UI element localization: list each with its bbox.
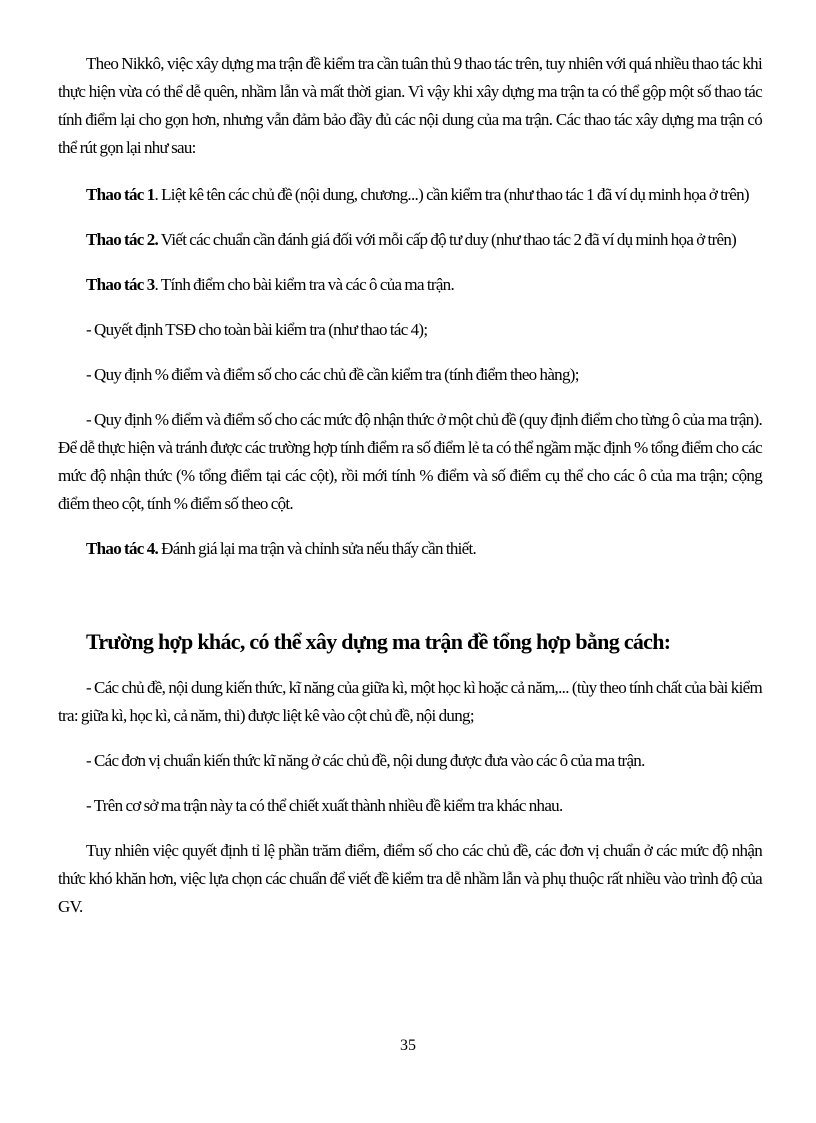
step-3-paragraph	[58, 271, 762, 299]
document-page	[58, 50, 762, 921]
step-1-paragraph	[58, 181, 762, 209]
step-3-item: - Quy định % điểm và điểm số cho các mức độ nhận thức ở một chủ đề (quy định điểm cho từng ô của ma trận). Để dễ thực hiện và tránh được các trường hợp tính điểm ra số điểm lẻ ta có thể ngầm mặc định % tổng điểm cho các mức độ nhận thức (% tổng điểm tại các cột), rồi mới tính % điểm và số điểm cụ thể cho các ô của ma trận; cộng điểm theo cột, tính % điểm số theo cột.	[58, 410, 762, 513]
step-3-item: - Quyết định TSĐ cho toàn bài kiểm tra (như thao tác 4);	[86, 320, 428, 339]
closing-paragraph: Tuy nhiên việc quyết định tỉ lệ phần trăm điểm, điểm số cho các chủ đề, các đơn vị chuẩn ở các mức độ nhận thức khó khăn hơn, việc lựa chọn các chuẩn để viết đề kiểm tra dễ nhầm lẫn và phụ thuộc rất nhiều vào trình độ của GV.	[58, 841, 762, 916]
step-2-paragraph	[58, 226, 762, 254]
other-item: - Trên cơ sở ma trận này ta có thể chiết xuất thành nhiều đề kiểm tra khác nhau.	[86, 796, 563, 815]
step-4-paragraph	[58, 535, 762, 563]
other-item: - Các đơn vị chuẩn kiến thức kĩ năng ở các chủ đề, nội dung được đưa vào các ô của ma trận.	[86, 751, 645, 770]
intro-paragraph: Theo Nikkô, việc xây dựng ma trận đề kiểm tra cần tuân thủ 9 thao tác trên, tuy nhiên với quá nhiều thao tác khi thực hiện vừa có thể dễ quên, nhầm lẫn và mất thời gian. Vì vậy khi xây dựng ma trận ta có thể gộp một số thao tác tính điểm lại cho gọn hơn, nhưng vẫn đảm bảo đầy đủ các nội dung của ma trận. Các thao tác xây dựng ma trận có thể rút gọn lại như sau:	[58, 54, 762, 157]
page-number: 35	[400, 1037, 416, 1054]
step-4-label: Thao tác 4.	[86, 539, 159, 558]
step-3-label: Thao tác 3	[86, 275, 155, 294]
step-4-text: Đánh giá lại ma trận và chỉnh sửa nếu thấy cần thiết.	[158, 539, 477, 558]
step-2-text: Viết các chuẩn cần đánh giá đối với mỗi cấp độ tư duy (như thao tác 2 đã ví dụ minh họa ở trên)	[158, 230, 737, 249]
section-heading: Trường hợp khác, có thể xây dựng ma trận đề tổng hợp bằng cách:	[86, 629, 671, 654]
step-1-text: . Liệt kê tên các chủ đề (nội dung, chương...) cần kiểm tra (như thao tác 1 đã ví dụ minh họa ở trên)	[154, 185, 749, 204]
step-3-text: . Tính điểm cho bài kiểm tra và các ô của ma trận.	[154, 275, 455, 294]
other-item: - Các chủ đề, nội dung kiến thức, kĩ năng của giữa kì, một học kì hoặc cả năm,... (tùy theo tính chất của bài kiểm tra: giữa kì, học kì, cả năm, thi) được liệt kê vào cột chủ đề, nội dung;	[58, 678, 762, 725]
step-1-label: Thao tác 1	[86, 185, 155, 204]
step-3-item: - Quy định % điểm và điểm số cho các chủ đề cần kiểm tra (tính điểm theo hàng);	[86, 365, 579, 384]
step-2-label: Thao tác 2.	[86, 230, 159, 249]
